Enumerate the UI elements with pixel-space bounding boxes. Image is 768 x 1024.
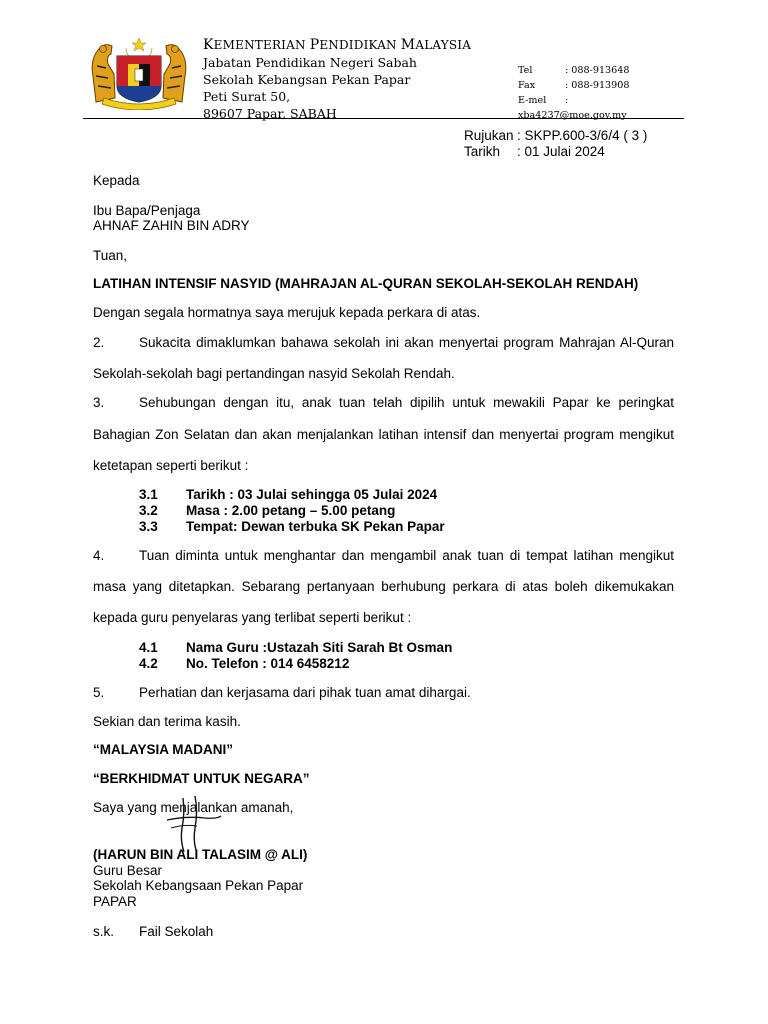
carbon-copy: s.k. Fail Sekolah (93, 923, 214, 939)
ministry-name: KEMENTERIAN PENDIDIKAN MALAYSIA (203, 37, 472, 53)
list-item: 4.1 Nama Guru :Ustazah Siti Sarah Bt Osman (139, 640, 453, 656)
reference-block (464, 128, 647, 160)
contact-details (518, 63, 629, 123)
email-row: E-mel : (518, 95, 569, 106)
paragraph-2: 2. Sukacita dimaklumkan bahawa sekolah ini akan menyertai program Mahrajan Al-Quran Sekolah-sekolah bagi pertandingan nasyid Sekolah Rendah. (93, 334, 674, 381)
signatory-title: Guru Besar (93, 862, 163, 878)
school-name: Sekolah Kebangsan Pekan Papar (203, 72, 411, 87)
details-list-3 (93, 487, 674, 534)
date-label: Tarikh (464, 144, 501, 159)
recipient-line-2: AHNAF ZAHIN BIN ADRY (93, 218, 250, 234)
paragraph-5: 5. Perhatian dan kerjasama dari pihak tuan amat dihargai. (93, 685, 471, 701)
tel-row: Tel : 088-913648 (518, 65, 630, 76)
trust-line: Saya yang menjalankan amanah, (93, 799, 294, 815)
closing-thanks: Sekian dan terima kasih. (93, 713, 241, 729)
ministry-letterhead (203, 37, 471, 122)
signatory-name: (HARUN BIN ALI TALASIM @ ALI) (93, 847, 308, 863)
list-item: 4.2 No. Telefon : 014 6458212 (139, 655, 350, 671)
right-tiger (163, 45, 186, 102)
recipient-to: Kepada (93, 173, 140, 188)
letter-body (93, 172, 674, 939)
slogan-berkhidmat: “BERKHIDMAT UNTUK NEGARA” (93, 771, 310, 787)
paragraph-3: 3. Sehubungan dengan itu, anak tuan telah dipilih untuk mewakili Papar ke peringkat Bahagian Zon Selatan dan akan menjalankan latihan intensif dan menyertai program mengikut ketetapan seperti berikut : (93, 395, 674, 473)
date-value: : 01 Julai 2024 (517, 144, 605, 159)
slogan-malaysia-madani: “MALAYSIA MADANI” (93, 742, 234, 758)
paragraph-4: 4. Tuan diminta untuk menghantar dan mengambil anak tuan di tempat latihan mengikut masa yang ditetapkan. Sebarang pertanyaan berhubung perkara di atas boleh dikemukakan kepada guru penyelaras yang terlibat seperti berikut : (93, 548, 674, 626)
left-tiger (92, 45, 115, 102)
paragraph-1: Dengan segala hormatnya saya merujuk kepada perkara di atas. (93, 304, 481, 320)
signature-block (93, 800, 674, 910)
address-line-1: Peti Surat 50, (203, 89, 291, 104)
recipient-line-1: Ibu Bapa/Penjaga (93, 202, 201, 218)
signature-scribble (165, 794, 223, 854)
signatory-town: PAPAR (93, 894, 137, 909)
crest-logo (84, 36, 194, 110)
list-item: 3.2 Masa : 2.00 petang – 5.00 petang (139, 502, 396, 518)
fax-row: Fax : 088-913908 (518, 80, 630, 91)
signatory-school: Sekolah Kebangsaan Pekan Papar (93, 878, 304, 894)
list-item: 3.1 Tarikh : 03 Julai sehingga 05 Julai 2024 (139, 487, 438, 503)
list-item: 3.3 Tempat: Dewan terbuka SK Pekan Papar (139, 518, 445, 534)
ref-label: Rujukan (464, 128, 514, 143)
address-line-2: 89607 Papar, SABAH (203, 106, 337, 121)
shield (117, 56, 161, 102)
header-divider (83, 118, 684, 119)
ref-value: : SKPP.600-3/6/4 ( 3 ) (517, 128, 648, 143)
email-address: xba4237@moe.gov.my (518, 110, 627, 121)
department-name: Jabatan Pendidikan Negeri Sabah (203, 55, 417, 70)
details-list-4 (93, 640, 674, 671)
letter-subject: LATIHAN INTENSIF NASYID (MAHRAJAN AL-QURAN SEKOLAH-SEKOLAH RENDAH) (93, 276, 639, 292)
salutation: Tuan, (93, 247, 128, 263)
